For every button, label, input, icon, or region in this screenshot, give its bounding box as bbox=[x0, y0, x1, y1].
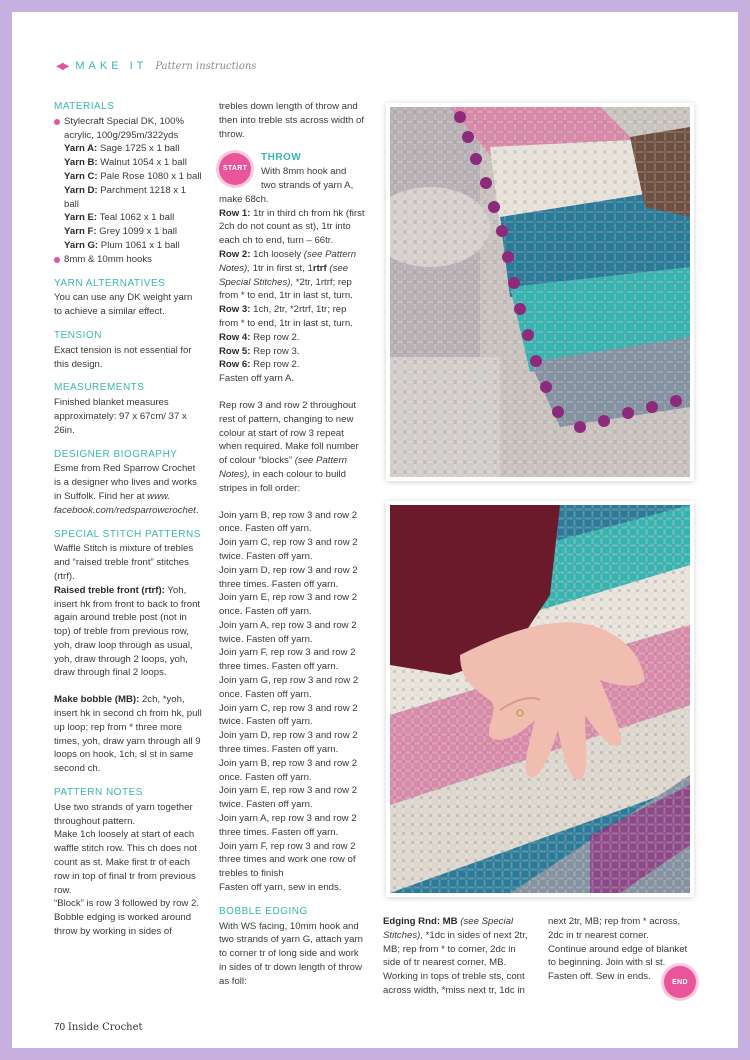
yarn-list bbox=[54, 142, 202, 252]
yarn-b: Yarn B: Walnut 1054 x 1 ball bbox=[64, 157, 187, 169]
throw-intro-2: make 68ch. bbox=[219, 193, 269, 205]
row-5: Row 5: Rep row 3. bbox=[219, 345, 300, 357]
repeat-instructions: Rep row 3 and row 2 throughout rest of pattern, changing to new colour at start of row 3 repeat when required. Make foll number of colour “blocks” (see Pattern Notes), in each colour to build stripes in foll order: bbox=[219, 399, 359, 494]
column-2 bbox=[219, 100, 367, 989]
column-3 bbox=[383, 915, 533, 998]
note-4: Bobble edging is worked around throw by working in sides of bbox=[54, 912, 192, 938]
join-step: Join yarn C, rep row 3 and row 2 twice. Fasten off yarn. bbox=[219, 702, 358, 728]
measurements-text: Finished blanket measures approximately: 97 x 67cm/ 37 x 26in. bbox=[54, 397, 187, 436]
rtrf-instructions: Raised treble front (rtrf): Yoh, insert hk from front to back to front again around treble post (not in top) of treble from previous row, yoh, draw loop through as usual, yoh, draw through 2 loops, yoh, draw through final 2 loops. bbox=[54, 584, 201, 679]
make-it-label: MAKE IT bbox=[75, 60, 148, 72]
materials-item-hooks: 8mm & 10mm hooks bbox=[54, 253, 202, 267]
throw-header bbox=[219, 151, 367, 192]
yarn-alternatives-heading: YARN ALTERNATIVES bbox=[54, 277, 166, 289]
join-step: Join yarn D, rep row 3 and row 2 three times. Fasten off yarn. bbox=[219, 730, 358, 756]
note-1: Use two strands of yarn together throughout pattern. bbox=[54, 801, 193, 827]
special-stitch-heading: SPECIAL STITCH PATTERNS bbox=[54, 528, 201, 540]
yarn-d: Yarn D: Parchment 1218 x 1 ball bbox=[64, 184, 187, 210]
join-step: Join yarn F, rep row 3 and row 2 three times. Fasten off yarn. bbox=[219, 647, 356, 673]
bobble-edging-text: With WS facing, 10mm hook and two strands of yarn G, attach yarn to corner tr of long side and work in sides of tr down length of throw as foll: bbox=[219, 920, 363, 987]
bobble-edging-heading: BOBBLE EDGING bbox=[219, 905, 308, 917]
yarn-alternatives-text: You can use any DK weight yarn to achieve a similar effect. bbox=[54, 292, 193, 318]
row-3: Row 3: 1ch, 2tr, *2rtrf, 1tr; rep from * to end, 1tr in last st, turn. bbox=[219, 304, 353, 329]
stripe-order-list bbox=[219, 509, 367, 895]
join-step: Join yarn B, rep row 3 and row 2 once. Fasten off yarn. bbox=[219, 757, 358, 783]
tension-text: Exact tension is not essential for this design. bbox=[54, 344, 192, 370]
page-footer bbox=[54, 1022, 143, 1033]
start-badge: START bbox=[219, 153, 251, 185]
measurements-heading: MEASUREMENTS bbox=[54, 382, 145, 394]
edging-continued: next 2tr, MB; rep from * across, 2dc in tr nearest corner. Continue around edge of blanket to beginning. Join with sl st. Fasten off. Sew in ends. bbox=[548, 916, 688, 983]
throw-heading: THROW bbox=[261, 152, 302, 164]
join-step: Join yarn G, rep row 3 and row 2 once. Fasten off yarn. bbox=[219, 675, 359, 700]
notes-continued: trebles down length of throw and then into treble sts across width of throw. bbox=[219, 101, 365, 140]
yarn-g: Yarn G: Plum 1061 x 1 ball bbox=[64, 239, 180, 251]
pattern-notes-heading: PATTERN NOTES bbox=[54, 787, 143, 799]
join-step: Join yarn C, rep row 3 and row 2 twice. Fasten off yarn. bbox=[219, 537, 358, 562]
page-number: 70 bbox=[54, 1022, 66, 1033]
join-step: Join yarn E, rep row 3 and row 2 once. Fasten off yarn. bbox=[219, 592, 358, 618]
column-1 bbox=[54, 100, 202, 939]
join-step: Fasten off yarn, sew in ends. bbox=[219, 882, 342, 894]
magazine-brand: Inside Crochet bbox=[67, 1022, 143, 1033]
join-step: Join yarn B, rep row 3 and row 2 once. Fasten off yarn. bbox=[219, 509, 358, 535]
note-3: “Block” is row 3 followed by row 2. bbox=[54, 898, 200, 910]
double-arrow-icon: ◀▶ bbox=[56, 60, 68, 72]
end-badge: END bbox=[664, 966, 696, 998]
edging-round: Edging Rnd: MB (see Special Stitches), *1dc in sides of next 2tr, MB; rep from * to corner, 2dc in side of tr nearest corner, MB. Working in tops of treble sts, cont across width, *miss next tr, 1dc in bbox=[383, 916, 528, 996]
materials-list bbox=[54, 115, 202, 143]
row-1: Row 1: 1tr in third ch from hk (first 2ch do not count as st), 1tr into each ch to end, turn – 66tr. bbox=[219, 207, 365, 247]
row-4: Row 4: Rep row 2. bbox=[219, 331, 300, 343]
join-step: Join yarn D, rep row 3 and row 2 three times. Fasten off yarn. bbox=[219, 564, 358, 590]
mb-instructions: Make bobble (MB): 2ch, *yoh, insert hk in second ch from hk, pull up loop; rep from * three more times, yoh, draw yarn through all 9 loops on hook, 1ch, sl st in same second ch. bbox=[54, 694, 202, 775]
note-2: Make 1ch loosely at start of each waffle stitch row. This ch does not count as st. Make first tr of each row in top of final tr from previous row. bbox=[54, 829, 198, 896]
tension-heading: TENSION bbox=[54, 329, 102, 341]
section-header bbox=[56, 58, 256, 74]
blanket-photo-bottom bbox=[390, 505, 690, 893]
designer-text: Esme from Red Sparrow Crochet is a designer who lives and works in Suffolk. Find her at www. facebook.com/redsparrowcrochet. bbox=[54, 463, 199, 516]
fasten-off-a: Fasten off yarn A. bbox=[219, 373, 295, 385]
materials-heading: MATERIALS bbox=[54, 101, 115, 112]
blanket-photo-top bbox=[390, 107, 690, 477]
yarn-e: Yarn E: Teal 1062 x 1 ball bbox=[64, 212, 175, 224]
blanket-draped-chair-image bbox=[390, 107, 690, 477]
designer-heading: DESIGNER BIOGRAPHY bbox=[54, 448, 178, 460]
row-6: Row 6: Rep row 2. bbox=[219, 359, 300, 371]
yarn-f: Yarn F: Grey 1099 x 1 ball bbox=[64, 226, 178, 238]
join-step: Join yarn E, rep row 3 and row 2 twice. Fasten off yarn. bbox=[219, 785, 358, 811]
hand-on-blanket-image bbox=[390, 505, 690, 893]
join-step: Join yarn A, rep row 3 and row 2 twice. Fasten off yarn. bbox=[219, 619, 357, 645]
row-2: Row 2: 1ch loosely (see Pattern Notes), 1tr in first st, 1rtrf (see Special Stitches), *2tr, 1rtrf; rep from * to end, 1tr in last st, turn. bbox=[219, 248, 357, 302]
yarn-a: Yarn A: Sage 1725 x 1 ball bbox=[64, 143, 180, 155]
yarn-c: Yarn C: Pale Rose 1080 x 1 ball bbox=[64, 170, 202, 182]
throw-intro-1: With 8mm hook and two strands of yarn A, bbox=[261, 166, 354, 191]
join-step: Join yarn F, rep row 3 and row 2 three times and work one row of trebles to finish bbox=[219, 840, 356, 880]
special-stitch-intro: Waffle Stitch is mixture of trebles and “raised treble front” stitches (rtrf). bbox=[54, 543, 194, 582]
pattern-instructions-label: Pattern instructions bbox=[155, 60, 257, 72]
designer-link[interactable]: www. facebook.com/redsparrowcrochet bbox=[54, 490, 196, 516]
materials-item-yarn: Stylecraft Special DK, 100% acrylic, 100g/295m/322yds bbox=[54, 115, 202, 143]
join-step: Join yarn A, rep row 3 and row 2 three times. Fasten off yarn. bbox=[219, 813, 357, 838]
